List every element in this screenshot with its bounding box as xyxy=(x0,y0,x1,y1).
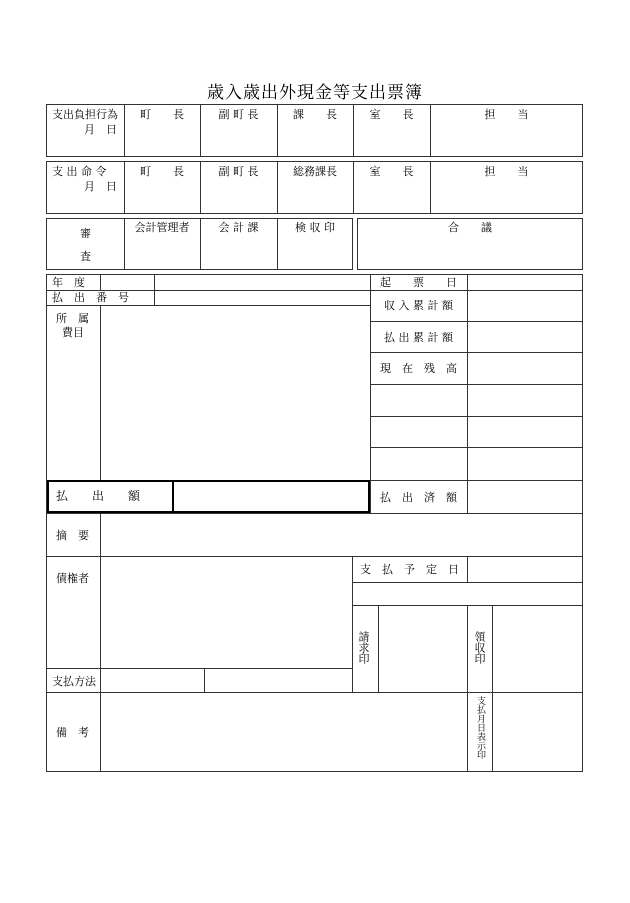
approval1-col-section-chief: 課 長 xyxy=(293,108,337,121)
scheduled-payment-date-label: 支 払 予 定 日 xyxy=(360,563,459,576)
approval2-label-top: 支 出 命 令 xyxy=(52,165,107,178)
payment-method-detail-field[interactable] xyxy=(205,669,351,692)
payment-method-label: 支払方法 xyxy=(52,675,96,688)
expense-item-label: 費目 xyxy=(62,326,84,339)
cumulative-income-label: 収 入 累 計 額 xyxy=(384,299,453,312)
audit-col-accounting-section: 会 計 課 xyxy=(218,221,259,234)
audit-col-inspection-seal: 検 収 印 xyxy=(295,221,335,234)
summary-field[interactable] xyxy=(101,514,582,555)
draft-date-field[interactable] xyxy=(468,275,582,289)
payment-amount-label: 払 出 額 xyxy=(56,489,141,503)
payment-number-label: 払 出 番 号 xyxy=(52,291,129,304)
creditor-label: 債権者 xyxy=(56,572,89,585)
audit-label-top: 審 xyxy=(80,227,91,240)
fiscal-year-label: 年 度 xyxy=(52,276,85,289)
approval1-col-office-chief: 室 長 xyxy=(369,108,414,121)
audit-col-accounting-manager: 会計管理者 xyxy=(134,221,190,234)
current-balance-field[interactable] xyxy=(468,353,582,383)
audit-label-bottom: 査 xyxy=(80,250,91,263)
approval2-col-staff: 担 当 xyxy=(484,165,529,178)
payment-amount-field[interactable] xyxy=(175,483,367,510)
paid-amount-field[interactable] xyxy=(468,481,582,512)
current-balance-label: 現 在 残 高 xyxy=(380,362,457,375)
cumulative-payment-label: 払 出 累 計 額 xyxy=(384,331,453,344)
scheduled-payment-date-field[interactable] xyxy=(468,557,582,581)
approval1-col-staff: 担 当 xyxy=(484,108,529,121)
approval1-label-bottom: 月 日 xyxy=(84,123,117,136)
department-field[interactable] xyxy=(101,306,369,480)
approval1-label-top: 支出負担行為 xyxy=(52,108,118,121)
payment-method-field[interactable] xyxy=(101,669,203,692)
payment-date-seal-field[interactable] xyxy=(493,693,582,771)
approval2-label-bottom: 月 日 xyxy=(84,180,117,193)
approval1-col-mayor: 町 長 xyxy=(140,108,184,121)
payment-date-seal-label: 支払月日表示印 xyxy=(475,696,485,759)
fiscal-year-field[interactable] xyxy=(101,275,153,289)
approval1-col-deputy-mayor: 副 町 長 xyxy=(218,108,259,121)
form-title: 歳入歳出外現金等支出票簿 xyxy=(207,83,423,103)
creditor-field[interactable] xyxy=(101,557,352,667)
approval2-col-mayor: 町 長 xyxy=(140,165,184,178)
consultation-label: 合 議 xyxy=(448,221,492,234)
billing-seal-label: 請求印 xyxy=(357,631,370,664)
receipt-seal-label: 領収印 xyxy=(473,631,486,664)
department-label: 所 属 xyxy=(56,312,89,325)
remarks-label: 備 考 xyxy=(56,726,89,739)
receipt-seal-field[interactable] xyxy=(493,606,582,692)
approval2-col-deputy-mayor: 副 町 長 xyxy=(218,165,259,178)
remarks-field[interactable] xyxy=(101,693,466,771)
cumulative-payment-field[interactable] xyxy=(468,322,582,351)
approval2-col-general-affairs: 総務課長 xyxy=(293,165,337,178)
cumulative-income-field[interactable] xyxy=(468,291,582,320)
payment-number-field[interactable] xyxy=(155,291,369,304)
approval2-col-office-chief: 室 長 xyxy=(369,165,414,178)
billing-seal-field[interactable] xyxy=(379,606,466,692)
paid-amount-label: 払 出 済 額 xyxy=(380,491,457,504)
summary-label: 摘 要 xyxy=(56,529,89,542)
draft-date-label: 起 票 日 xyxy=(380,276,457,289)
